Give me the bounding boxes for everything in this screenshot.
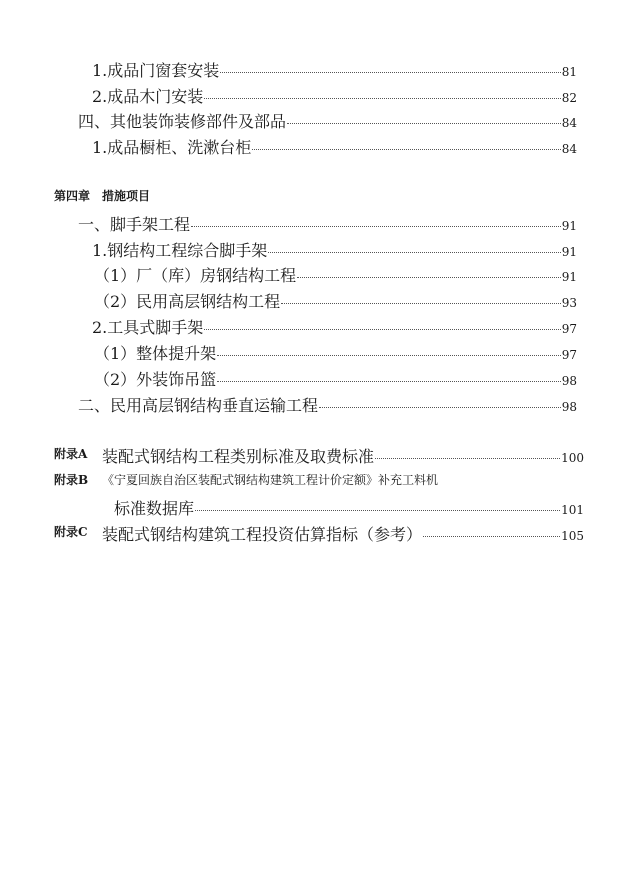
toc-leader-dots	[217, 380, 561, 382]
toc-page-number: 82	[561, 91, 577, 105]
toc-entry-label: 1.成品橱柜、洗漱台柜	[92, 138, 252, 157]
toc-leader-dots	[287, 122, 561, 124]
toc-leader-dots	[204, 97, 560, 99]
appendix-c-tag: 附录C	[54, 525, 88, 539]
toc-entry[interactable]	[94, 341, 577, 361]
toc-leader-dots	[195, 509, 560, 511]
toc-entry[interactable]	[92, 238, 577, 258]
toc-entry-label: 装配式钢结构工程类别标准及取费标准	[102, 447, 375, 466]
toc-entry[interactable]	[94, 289, 577, 309]
toc-entry[interactable]	[92, 135, 577, 155]
toc-page-number: 101	[561, 503, 584, 517]
toc-entry-label: 1.钢结构工程综合脚手架	[92, 241, 268, 260]
toc-entry[interactable]	[78, 109, 577, 129]
toc-page-number: 100	[561, 451, 584, 465]
toc-leader-dots	[204, 328, 560, 330]
toc-entry[interactable]	[92, 84, 577, 104]
toc-leader-dots	[423, 535, 560, 537]
appendix-b-line1[interactable]: 《宁夏回族自治区装配式钢结构建筑工程计价定额》补充工料机	[102, 473, 439, 487]
toc-entry-label: 1.成品门窗套安装	[92, 61, 220, 80]
toc-page-number: 98	[561, 400, 577, 414]
toc-leader-dots	[319, 406, 561, 408]
toc-leader-dots	[268, 251, 560, 253]
toc-page-number: 91	[561, 270, 577, 284]
toc-page-number: 84	[561, 142, 577, 156]
toc-page-number: 91	[561, 245, 577, 259]
toc-leader-dots	[252, 148, 560, 150]
toc-leader-dots	[220, 71, 560, 73]
toc-entry-label: 四、其他装饰装修部件及部品	[78, 112, 287, 131]
toc-entry-label: 标准数据库	[114, 499, 195, 518]
toc-entry-label: 二、民用高层钢结构垂直运输工程	[78, 396, 319, 415]
toc-page-number: 98	[561, 374, 577, 388]
toc-entry-appendix-c[interactable]	[102, 522, 584, 542]
toc-entry-label: （1）整体提升架	[94, 344, 217, 363]
toc-page-number: 93	[561, 296, 577, 310]
toc-entry-appendix-a[interactable]	[102, 444, 584, 464]
toc-page-number: 81	[561, 65, 577, 79]
chapter-heading[interactable]: 第四章 措施项目	[54, 189, 151, 203]
toc-entry[interactable]	[92, 315, 577, 335]
appendix-a-tag: 附录A	[54, 447, 88, 461]
toc-entry-label: 一、脚手架工程	[78, 215, 191, 234]
toc-entry-label: （1）厂（库）房钢结构工程	[94, 266, 297, 285]
toc-entry-label: 2.工具式脚手架	[92, 318, 204, 337]
toc-leader-dots	[375, 457, 560, 459]
appendix-b-tag: 附录B	[54, 473, 89, 487]
toc-page-number: 97	[561, 348, 577, 362]
toc-entry[interactable]	[78, 393, 577, 413]
toc-page-number: 91	[561, 219, 577, 233]
toc-entry-appendix-b[interactable]	[114, 496, 584, 516]
toc-entry-label: 2.成品木门安装	[92, 87, 204, 106]
toc-leader-dots	[191, 225, 561, 227]
toc-leader-dots	[281, 302, 561, 304]
toc-entry-label: （2）外装饰吊篮	[94, 370, 217, 389]
toc-entry[interactable]	[94, 367, 577, 387]
toc-entry-label: （2）民用高层钢结构工程	[94, 292, 281, 311]
toc-entry[interactable]	[94, 263, 577, 283]
toc-leader-dots	[297, 276, 561, 278]
toc-leader-dots	[217, 354, 561, 356]
toc-entry[interactable]	[92, 58, 577, 78]
toc-page-number: 84	[561, 116, 577, 130]
toc-entry[interactable]	[78, 212, 577, 232]
toc-page-number: 105	[561, 529, 584, 543]
toc-entry-label: 装配式钢结构建筑工程投资估算指标（参考）	[102, 525, 423, 544]
toc-page-number: 97	[561, 322, 577, 336]
